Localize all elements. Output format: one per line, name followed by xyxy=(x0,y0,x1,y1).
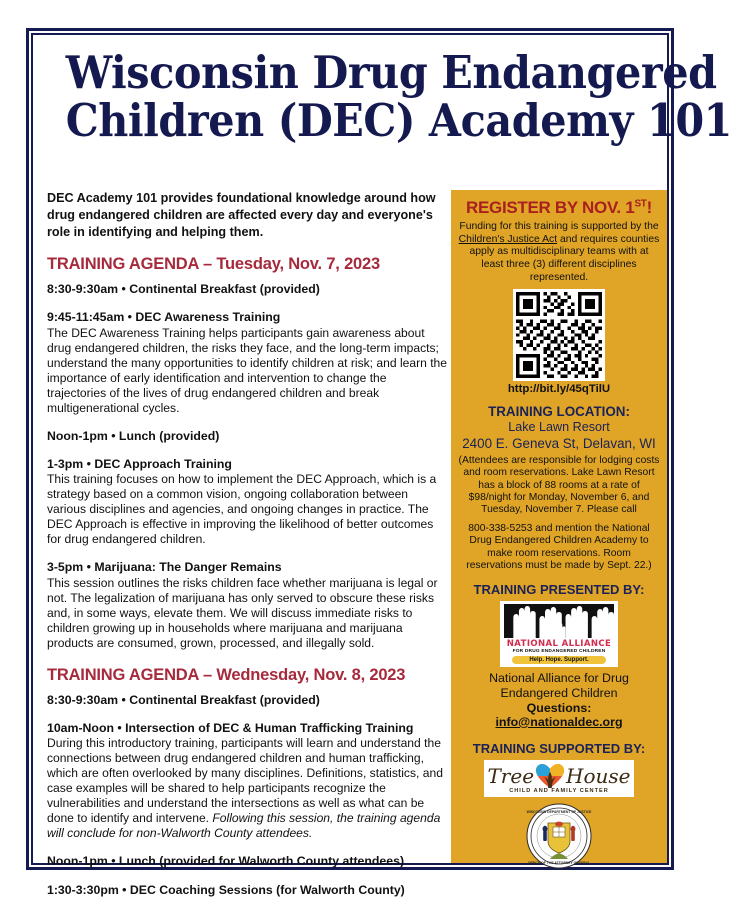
session-title: Noon-1pm • Lunch (provided) xyxy=(47,428,220,443)
lodging-note-part2: 800-338-5253 and mention the National Drug Endangered Children Academy to make room reservations. Room reservations must be made by Sept. 22.) xyxy=(466,522,652,571)
body-columns xyxy=(33,190,667,897)
svg-text:WISCONSIN DEPARTMENT OF JUSTIC: WISCONSIN DEPARTMENT OF JUSTICE xyxy=(526,809,592,814)
svg-text:OFFICE OF THE ATTORNEY GENERAL: OFFICE OF THE ATTORNEY GENERAL xyxy=(527,860,591,865)
session-title: 9:45-11:45am • DEC Awareness Training xyxy=(47,310,281,325)
venue-address: 2400 E. Geneva St, Delavan, WI xyxy=(462,436,656,452)
contact-email-link[interactable]: info@nationaldec.org xyxy=(495,714,623,729)
nadec-logo-subtitle: FOR DRUG ENDANGERED CHILDREN xyxy=(512,649,606,655)
tree-house-wordmark xyxy=(486,763,632,789)
tree-house-word2: House xyxy=(566,763,631,788)
agenda-heading-day1: TRAINING AGENDA – Tuesday, Nov. 7, 2023 xyxy=(47,255,380,273)
session-item xyxy=(47,721,447,841)
nadec-logo-name: NATIONAL ALLIANCE xyxy=(506,639,612,650)
agenda-heading-day2: TRAINING AGENDA – Wednesday, Nov. 8, 2023 xyxy=(47,665,406,684)
session-item xyxy=(47,282,447,297)
presented-by-heading: TRAINING PRESENTED BY: xyxy=(473,582,645,598)
registration-url[interactable]: http://bit.ly/45qTilU xyxy=(507,383,611,396)
session-body-wrap xyxy=(47,736,447,841)
registration-sidebar xyxy=(451,190,667,863)
agenda-column xyxy=(47,190,447,909)
national-alliance-logo xyxy=(500,601,618,667)
tree-house-word1: Tree xyxy=(487,763,535,788)
intro-paragraph: DEC Academy 101 provides foundational knowledge around how drug endangered children are affected every day and everyone's role in identifying and helping them. xyxy=(47,191,436,239)
session-body: The DEC Awareness Training helps participants gain awareness about drug endangered children, the risks they face, and the long-term impacts; understand the many opportunities to identify children at risk; and learn the importance of early identification and intervention to change the trajectories of the lives of drug endangered children and break multigenerational cycles. xyxy=(47,325,448,415)
flyer-inner-border xyxy=(31,33,732,897)
session-body-italic: Following this session, the training agenda will conclude for non-Walworth County attendees. xyxy=(47,811,441,841)
session-body: During this introductory training, participants will learn and understand the connections between drug endangered children and human trafficking, which are often overlooked by many disciplines. Definitions, statistics, and case examples will be shared to help participants recognize the vulnerabilities and understand the intersections as well as what can be done to identify and intervene. xyxy=(47,736,443,826)
title-line-1: Wisconsin Drug Endangered xyxy=(65,46,717,99)
lodging-note-part1: (Attendees are responsible for lodging costs and room reservations. Lake Lawn Resort has a block of 88 rooms at a rate of $98/night for Monday, November 6, and Tuesday, November 7. Please call xyxy=(458,455,660,516)
session-title: 1:30-3:30pm • DEC Coaching Sessions (for Walworth County) xyxy=(47,882,405,897)
session-item xyxy=(47,429,447,444)
qr-code-holder[interactable] xyxy=(458,289,660,381)
funding-post: and requires counties apply as multidisciplinary teams with at least three (3) different disciplines represented. xyxy=(469,233,660,283)
raised-hands-icon xyxy=(504,604,614,638)
session-item xyxy=(47,560,447,650)
tree-house-subtitle: CHILD AND FAMILY CENTER xyxy=(509,787,609,794)
childrens-justice-act-link[interactable]: Children's Justice Act xyxy=(458,233,558,245)
session-title: 8:30-9:30am • Continental Breakfast (provided) xyxy=(47,282,320,296)
wisconsin-doj-seal-icon xyxy=(526,803,592,869)
hands-svg xyxy=(504,604,614,638)
session-title: 10am-Noon • Intersection of DEC & Human Trafficking Training xyxy=(47,720,414,735)
register-bang: ! xyxy=(646,198,652,217)
nadec-logo-tagline: Help. Hope. Support. xyxy=(512,656,606,664)
doj-seal-holder xyxy=(458,803,660,869)
training-location-heading: TRAINING LOCATION: xyxy=(488,404,630,420)
session-title: 3-5pm • Marijuana: The Danger Remains xyxy=(47,560,282,575)
questions-label: Questions: xyxy=(526,700,592,715)
session-body: This session outlines the risks children face whether marijuana is legal or not. The legalization of marijuana has only served to obscure these risks and, in some ways, elevate them. We will discuss immediate risks to children growing up in households where marijuana and marijuana products are consumed, grown, processed, and illegally sold. xyxy=(47,575,438,650)
session-title: 1-3pm • DEC Approach Training xyxy=(47,456,232,471)
flyer-page xyxy=(26,28,732,897)
session-item xyxy=(47,457,447,547)
register-ordinal: ST xyxy=(634,198,647,210)
register-text: REGISTER BY NOV. 1 xyxy=(466,198,635,217)
tree-house-logo xyxy=(484,760,634,797)
session-item xyxy=(47,854,447,869)
qr-code-icon[interactable] xyxy=(513,289,605,381)
session-item xyxy=(47,883,447,898)
organization-name: National Alliance for Drug Endangered Children xyxy=(489,671,629,701)
session-item xyxy=(47,310,447,415)
venue-name: Lake Lawn Resort xyxy=(508,420,610,435)
funding-pre: Funding for this training is supported by the xyxy=(459,221,659,232)
heart-tree-icon xyxy=(535,763,565,789)
page-title xyxy=(33,35,732,151)
session-body: This training focuses on how to implement the DEC Approach, which is a strategy based on a common vision, ongoing collaboration between various disciplines and agencies, and ongoing changes in practice. The DEC Approach is effective in improving the likelihood of better outcomes for drug endangered children. xyxy=(47,472,437,547)
session-title: Noon-1pm • Lunch (provided for Walworth County attendees) xyxy=(47,854,405,869)
session-title: 8:30-9:30am • Continental Breakfast (provided) xyxy=(47,692,320,707)
funding-note xyxy=(458,221,660,284)
title-line-2: Children (DEC) Academy 101 xyxy=(65,94,732,148)
session-item xyxy=(47,693,447,708)
supported-by-heading: TRAINING SUPPORTED BY: xyxy=(472,740,646,756)
register-deadline-heading xyxy=(458,198,660,218)
